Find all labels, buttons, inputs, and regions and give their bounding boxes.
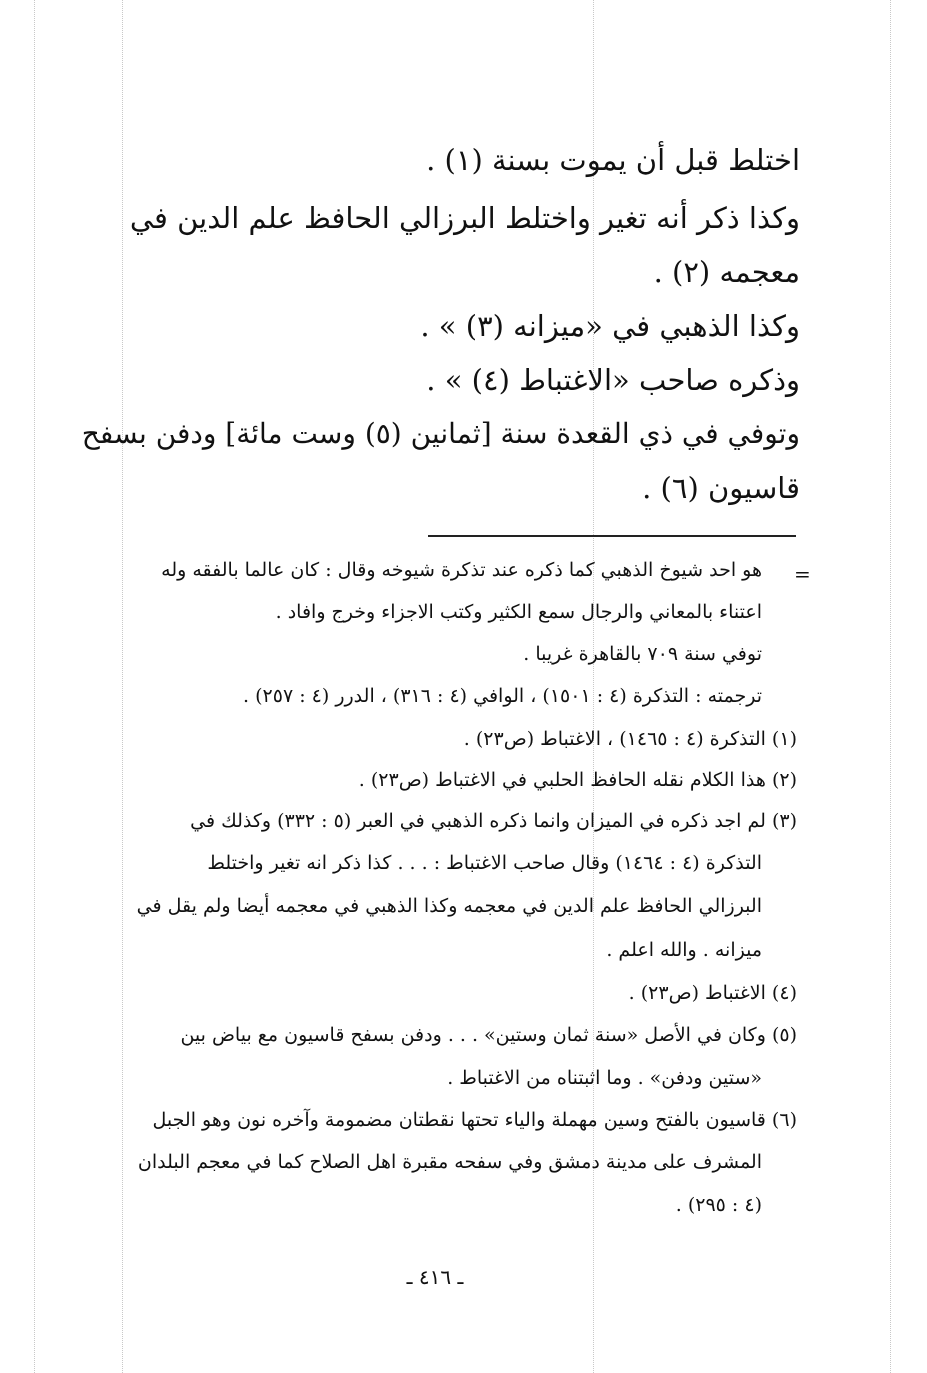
scan-artifact-line	[34, 0, 35, 1373]
footnote-line: البرزالي الحافظ علم الدين في معجمه وكذا الذهبي في معجمه أيضا ولم يقل في	[136, 895, 762, 917]
footnote-line: (٢) هذا الكلام نقله الحافظ الحلبي في الاغتباط (ص٢٣) .	[358, 769, 797, 791]
footnote-line: (١) التذكرة (٤ : ١٤٦٥) ، الاغتباط (ص٢٣) .	[463, 728, 797, 750]
footnote-line: (٥) وكان في الأصل «سنة ثمان وستين» . . . ودفن بسفح قاسيون مع بياض بين	[180, 1024, 797, 1046]
footnote-continuation-mark: =	[794, 562, 811, 586]
footnote-line: اعتناء بالمعاني والرجال سمع الكثير وكتب الاجزاء وخرج وافاد .	[275, 601, 762, 623]
footnote-line: (٣) لم اجد ذكره في الميزان وانما ذكره الذهبي في العبر (٥ : ٣٣٢) وكذلك في	[190, 810, 797, 832]
main-text-line: وتوفي في ذي القعدة سنة [ثمانين (٥) وست مائة] ودفن بسفح	[81, 417, 800, 450]
main-text-line: وذكره صاحب «الاغتباط (٤) » .	[426, 363, 800, 397]
main-text-line: قاسيون (٦) .	[642, 471, 800, 505]
scan-artifact-line	[122, 0, 123, 1373]
footnote-line: التذكرة (٤ : ١٤٦٤) وقال صاحب الاغتباط : . . . كذا ذكر انه تغير واختلط	[207, 852, 762, 874]
footnote-line: (٤) الاغتباط (ص٢٣) .	[628, 982, 797, 1004]
main-text-line: وكذا ذكر أنه تغير واختلط البرزالي الحافظ علم الدين في	[129, 201, 800, 235]
footnote-line: توفي سنة ٧٠٩ بالقاهرة غريبا .	[523, 643, 762, 665]
footnote-line: ميزانه . والله اعلم .	[606, 939, 762, 961]
footnote-separator	[428, 535, 796, 537]
main-text-line: وكذا الذهبي في «ميزانه (٣) » .	[420, 309, 800, 343]
footnote-line: (٤ : ٢٩٥) .	[675, 1194, 762, 1216]
page-number: ـ ٤١٦ ـ	[406, 1265, 464, 1289]
footnote-line: «ستين ودفن» . وما اثبتناه من الاغتباط .	[447, 1067, 762, 1089]
footnote-line: المشرف على مدينة دمشق وفي سفحه مقبرة اهل الصلاح كما في معجم البلدان	[137, 1151, 762, 1173]
footnote-line: ترجمته : التذكرة (٤ : ١٥٠١) ، الوافي (٤ : ٣١٦) ، الدرر (٤ : ٢٥٧) .	[243, 685, 762, 707]
main-text-line: معجمه (٢) .	[653, 255, 800, 289]
footnote-line: هو احد شيوخ الذهبي كما ذكره عند تذكرة شيوخه وقال : كان عالما بالفقه وله	[161, 559, 762, 581]
scan-artifact-line	[890, 0, 891, 1373]
footnote-line: (٦) قاسيون بالفتح وسين مهملة والياء تحتها نقطتان مضمومة وآخره نون وهو الجبل	[152, 1109, 797, 1131]
main-text-line: اختلط قبل أن يموت بسنة (١) .	[426, 143, 800, 177]
